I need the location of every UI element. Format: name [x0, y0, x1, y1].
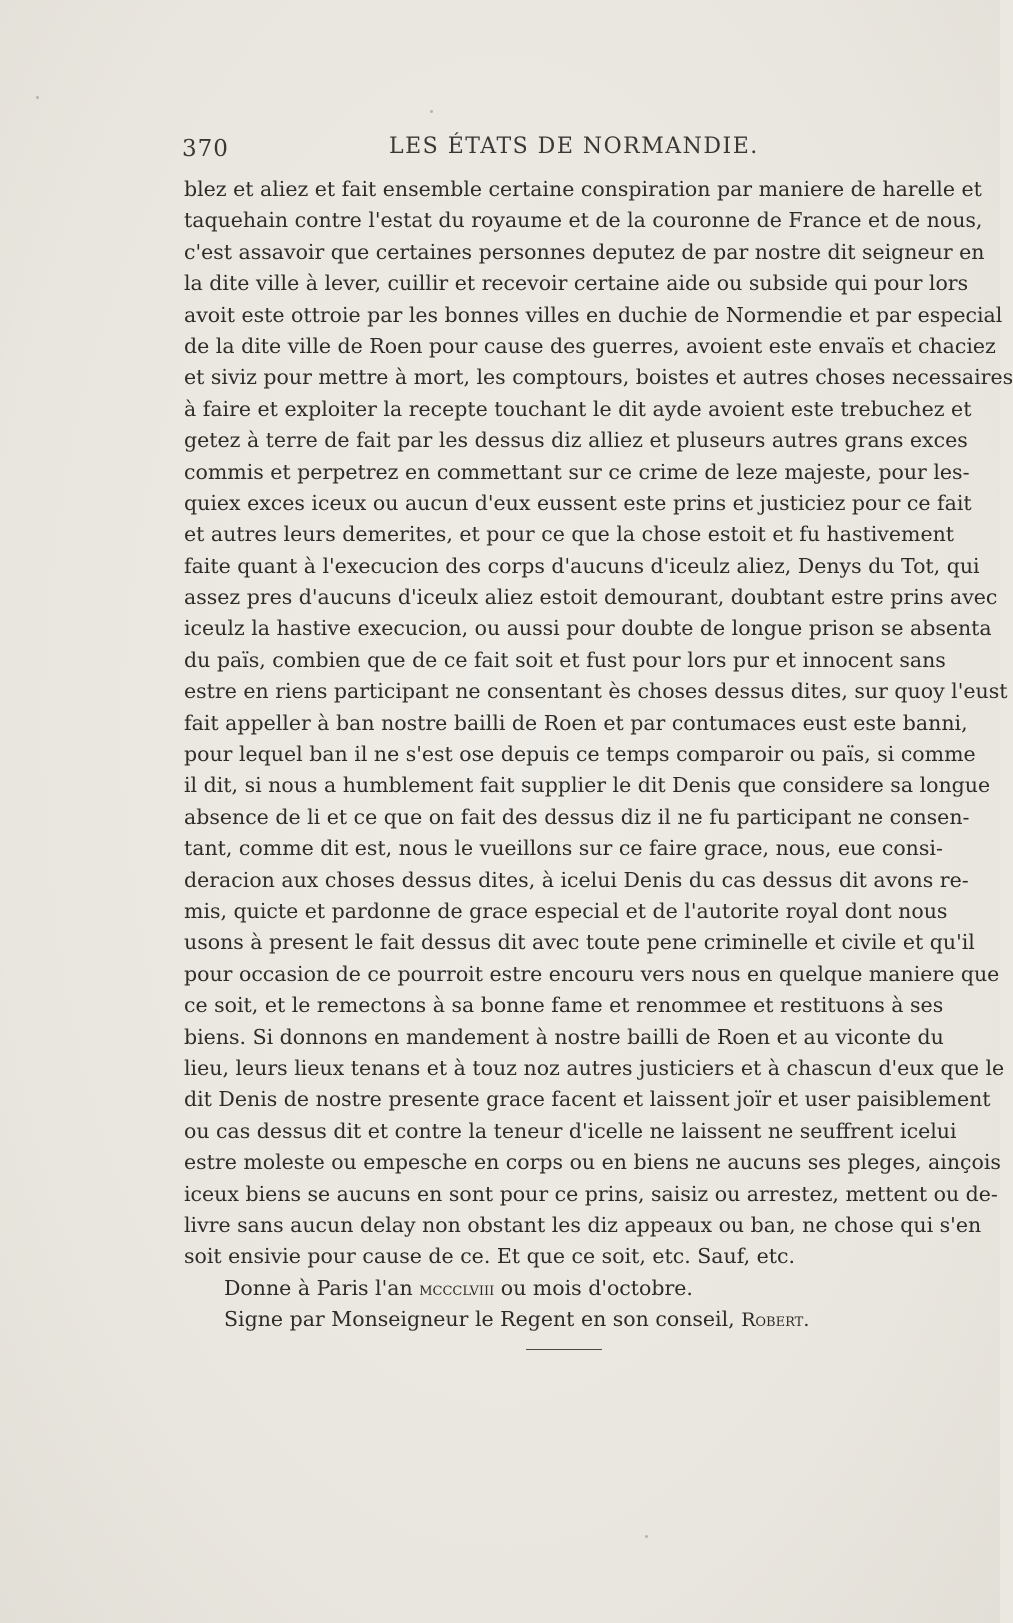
- text-line: de la dite ville de Roen pour cause des guerres, avoient este envaïs et chaciez: [184, 333, 996, 358]
- text-line: la dite ville à lever, cuillir et recevoir certaine aide ou subside qui pour lors: [184, 271, 969, 296]
- date-suffix: ou mois d'octobre.: [494, 1275, 693, 1300]
- text-line: faite quant à l'execucion des corps d'aucuns d'iceulz aliez, Denys du Tot, qui: [184, 553, 980, 578]
- body-text: [184, 174, 1013, 1335]
- date-year: mccclviii: [419, 1277, 495, 1300]
- text-line: iceulz la hastive execucion, ou aussi pour doubte de longue prison se absenta: [184, 616, 992, 641]
- text-line: et autres leurs demerites, et pour ce que la chose estoit et fu hastivement: [184, 522, 955, 547]
- text-line: soit ensivie pour cause de ce. Et que ce soit, etc. Sauf, etc.: [184, 1244, 795, 1269]
- text-line: fait appeller à ban nostre bailli de Roen et par contumaces eust este banni,: [184, 710, 968, 735]
- text-line: dit Denis de nostre presente grace facent et laissent joïr et user paisiblement: [184, 1087, 991, 1112]
- text-line: quiex exces iceux ou aucun d'eux eussent este prins et justiciez pour ce fait: [184, 490, 972, 515]
- section-rule: [526, 1349, 602, 1350]
- text-line: et siviz pour mettre à mort, les comptours, boistes et autres choses necessaires: [184, 365, 1013, 390]
- text-line: assez pres d'aucuns d'iceulx aliez estoit demourant, doubtant estre prins avec: [184, 585, 998, 610]
- text-line: biens. Si donnons en mandement à nostre bailli de Roen et au viconte du: [184, 1024, 944, 1049]
- page-number: 370: [182, 136, 229, 162]
- text-line: pour occasion de ce pourroit estre encouru vers nous en quelque maniere que: [184, 961, 1000, 986]
- paper-speck: [430, 110, 433, 113]
- running-title: LES ÉTATS DE NORMANDIE.: [389, 134, 759, 159]
- paper-speck: [645, 1535, 648, 1538]
- text-line: getez à terre de fait par les dessus diz alliez et pluseurs autres grans exces: [184, 428, 968, 453]
- signature-prefix: Signe par Monseigneur le Regent en son conseil,: [224, 1307, 742, 1332]
- text-line: du païs, combien que de ce fait soit et fust pour lors pur et innocent sans: [184, 647, 946, 672]
- text-line: taquehain contre l'estat du royaume et de la couronne de France et de nous,: [184, 208, 983, 233]
- text-line: avoit este ottroie par les bonnes villes en duchie de Normendie et par especial: [184, 302, 1003, 327]
- text-line: ou cas dessus dit et contre la teneur d'icelle ne laissent ne seuffrent icelui: [184, 1118, 957, 1143]
- running-head: [182, 130, 922, 166]
- text-line: absence de li et ce que on fait des dessus diz il ne fu participant ne consen-: [184, 804, 970, 829]
- text-line: lieu, leurs lieux tenans et à touz noz autres justiciers et à chascun d'eux que le: [184, 1055, 1005, 1080]
- text-line: ce soit, et le remectons à sa bonne fame et renommee et restituons à ses: [184, 993, 944, 1018]
- signature-name: Robert.: [741, 1309, 810, 1332]
- text-line: usons à present le fait dessus dit avec toute pene criminelle et civile et qu'il: [184, 930, 975, 955]
- text-line: à faire et exploiter la recepte touchant le dit ayde avoient este trebuchez et: [184, 396, 972, 421]
- text-line: livre sans aucun delay non obstant les diz appeaux ou ban, ne chose qui s'en: [184, 1212, 982, 1237]
- text-line: c'est assavoir que certaines personnes deputez de par nostre dit seigneur en: [184, 239, 985, 264]
- signature-line: [184, 1304, 924, 1335]
- text-line: estre moleste ou empesche en corps ou en biens ne aucuns ses pleges, ainçois: [184, 1150, 1001, 1175]
- text-line: iceux biens se aucuns en sont pour ce prins, saisiz ou arrestez, mettent ou de-: [184, 1181, 998, 1206]
- text-line: il dit, si nous a humblement fait supplier le dit Denis que considere sa longue: [184, 773, 991, 798]
- text-line: estre en riens participant ne consentant ès choses dessus dites, sur quoy l'eust: [184, 679, 1008, 704]
- text-line: deracion aux choses dessus dites, à icelui Denis du cas dessus dit avons re-: [184, 867, 969, 892]
- text-line: pour lequel ban il ne s'est ose depuis ce temps comparoir ou païs, si comme: [184, 742, 976, 767]
- text-line: mis, quicte et pardonne de grace especial et de l'autorite royal dont nous: [184, 898, 948, 923]
- date-prefix: Donne à Paris l'an: [224, 1275, 420, 1300]
- text-line: tant, comme dit est, nous le vueillons sur ce faire grace, nous, eue consi-: [184, 836, 943, 861]
- text-line: commis et perpetrez en commettant sur ce crime de leze majeste, pour les-: [184, 459, 970, 484]
- date-line: [184, 1273, 924, 1304]
- paper-speck: [36, 96, 39, 99]
- text-line: blez et aliez et fait ensemble certaine conspiration par maniere de harelle et: [184, 177, 982, 201]
